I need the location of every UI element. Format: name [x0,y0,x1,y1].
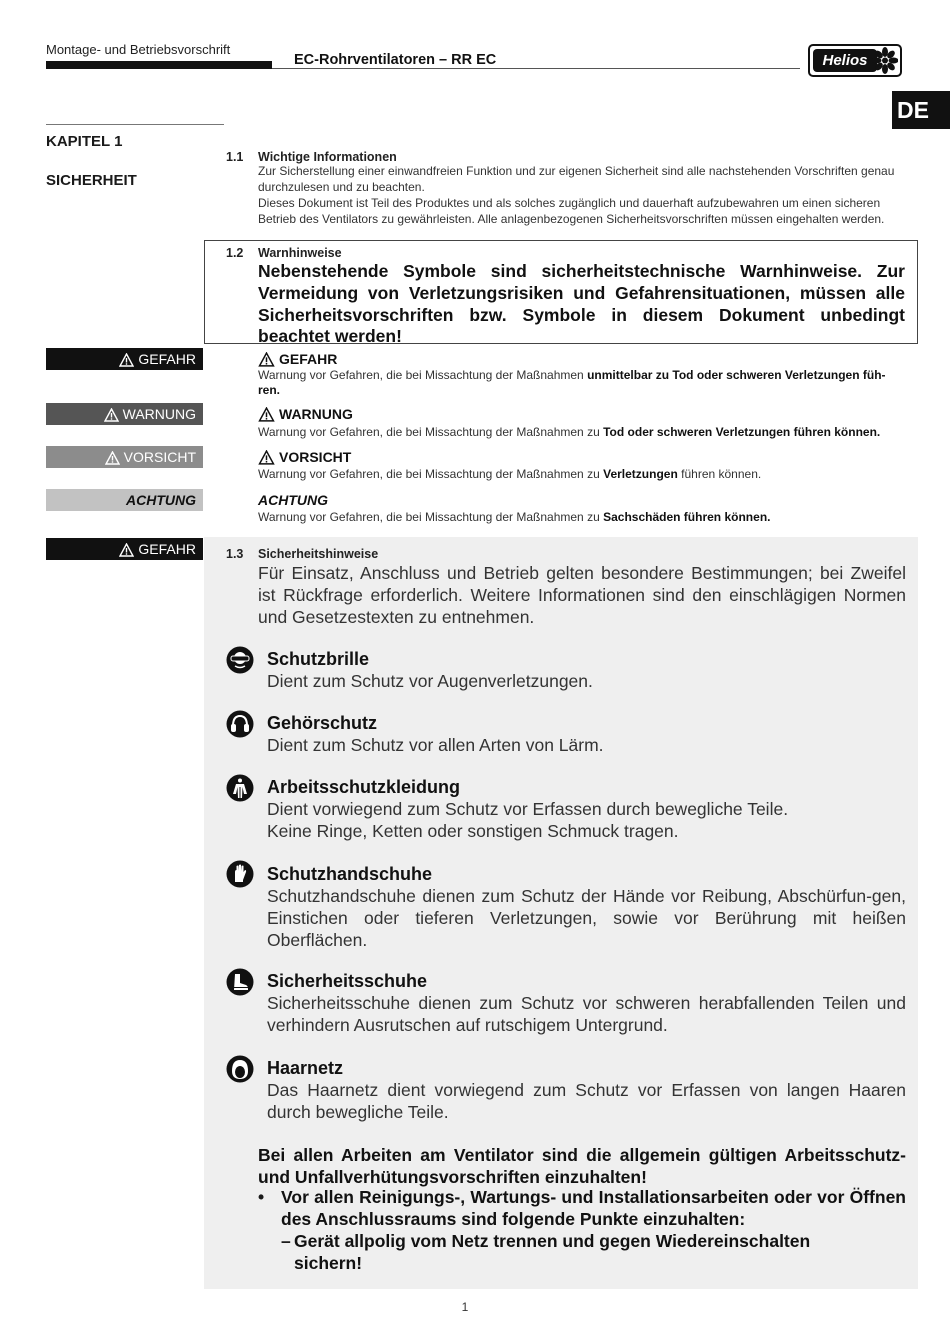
general-safety-note: Bei allen Arbeiten am Ventilator sind die allgemein gültigen Arbeitsschutz- und Unfallverhütungsvorschriften einzuhalten! [258,1145,906,1187]
warning-triangle-icon [258,450,275,465]
warning-text-vorsicht [258,467,898,482]
warning-triangle-icon [119,353,134,367]
bullet-marker: • [258,1187,265,1207]
chapter-title: SICHERHEIT [46,172,137,189]
warning-prefix: Warnung vor Gefahren, die bei Missachtung der Maßnahmen [258,510,584,524]
warning-triangle-icon [119,543,134,557]
document-type: Montage- und Betriebsvorschrift [46,42,231,57]
dash-text: Gerät allpolig vom Netz trennen und gegen Wiedereinschalten sichern! [294,1231,811,1273]
header-rule [272,68,800,69]
section-heading: Warnhinweise [258,246,342,260]
warning-triangle-icon [258,407,275,422]
ppe-text: Dient vorwiegend zum Schutz vor Erfassen durch bewegliche Teile. [267,799,789,819]
warning-pre: zu [587,467,600,481]
chapter-rule [46,124,224,125]
helios-logo [808,44,902,77]
tag-achtung [46,489,203,511]
warning-heading-warnung [258,406,353,422]
header-bar [46,61,272,69]
ear-protection-icon [226,710,254,738]
chapter-label: KAPITEL 1 [46,133,123,150]
tag-vorsicht [46,446,203,468]
warning-triangle-icon [104,408,119,422]
ppe-title: Schutzhandschuhe [267,864,433,884]
warning-heading-gefahr [258,351,337,367]
ppe-title: Sicherheitsschuhe [267,971,428,991]
warning-emphasis: Verletzungen [603,467,678,481]
tag-gefahr-safety [46,538,203,560]
warning-text-gefahr [258,368,898,397]
ppe-title: Schutzbrille [267,649,370,669]
warning-label: WARNUNG [279,406,353,422]
tag-label: VORSICHT [123,449,196,465]
section-text: Zur Sicherstellung einer einwandfreien Funktion und zur eigenen Sicherheit sind alle nachstehenden Vorschriften genau durchzulesen und zu beachten. [258,164,895,194]
dash-marker: – [281,1231,291,1251]
ppe-text: Dient zum Schutz vor Augenverletzungen. [267,671,593,691]
warning-label: VORSICHT [279,449,352,465]
warning-triangle-icon [105,451,120,465]
warning-heading-vorsicht [258,449,351,465]
page-number: 1 [461,1300,469,1314]
warning-triangle-icon [258,352,275,367]
warning-text-achtung [258,510,898,525]
warning-pre: zu [587,425,600,439]
section-number: 1.1 [226,150,244,164]
warning-text-warnung [258,425,898,440]
tag-label: GEFAHR [138,541,196,557]
warning-lead-text: Nebenstehende Symbole sind sicherheitstechnische Warnhinweise. Zur Vermeidung von Verletzungsrisiken und Gefahrensituationen, müssen alle Sicherheitsvorschriften bzw. Symbole in diesem Dokument unbedingt beachtet werden! [258,261,905,347]
warning-emphasis: Tod oder schweren Verletzungen führen können. [603,425,881,439]
warning-prefix: Warnung vor Gefahren, die bei Missachtung der Maßnahmen [258,425,584,439]
warning-post: führen können. [681,467,762,481]
warning-label: GEFAHR [279,351,338,367]
bullet-text: Vor allen Reinigungs-, Wartungs- und Installationsarbeiten oder vor Öffnen des Anschlussraums sind folgende Punkte einzuhalten: [281,1187,906,1229]
safety-glasses-icon [226,646,254,674]
warning-heading-achtung: ACHTUNG [258,492,328,508]
protective-clothing-icon [226,774,254,802]
safety-shoes-icon [226,968,254,996]
tag-warnung [46,403,203,425]
section-heading: Sicherheitshinweise [258,547,379,561]
ppe-text: Sicherheitsschuhe dienen zum Schutz vor schweren herabfallenden Teilen und verhindern Ausrutschen auf rutschigem Untergrund. [267,993,906,1035]
ppe-text: Schutzhandschuhe dienen zum Schutz der Hände vor Reibung, Abschürfun-gen, Einstichen oder tieferen Verletzungen, sowie vor Berührung mit heißen Oberflächen. [267,886,906,950]
tag-label: WARNUNG [122,406,196,422]
section-text: Dieses Dokument ist Teil des Produktes und als solches zugänglich und dauerhaft aufzubewahren um einen sicheren Betrieb des Ventilators zu gewährleisten. Alle anlagenbezogenen Sicherheitsvorschriften müssen eingehalten werden. [258,196,885,226]
warning-pre: zu [587,510,600,524]
ppe-text: Das Haarnetz dient vorwiegend zum Schutz vor Erfassen von langen Haaren durch bewegliche Teile. [267,1080,906,1122]
ppe-text: Dient zum Schutz vor allen Arten von Lärm. [267,735,604,755]
warning-emphasis: unmittelbar zu Tod oder schweren Verletzungen füh-ren. [258,368,886,397]
tag-label: GEFAHR [138,351,196,367]
document-title: EC-Rohrventilatoren – RR EC [294,52,497,68]
section-heading: Wichtige Informationen [258,150,397,164]
warning-prefix: Warnung vor Gefahren, die bei Missachtung der Maßnahmen [258,467,584,481]
tag-gefahr [46,348,203,370]
ppe-text: Keine Ringe, Ketten oder sonstigen Schmuck tragen. [267,821,679,841]
logo-wordmark: Helios [813,49,877,72]
warning-emphasis: Sachschäden führen können. [603,510,771,524]
fan-icon [872,47,898,74]
tag-label: ACHTUNG [126,492,196,508]
hairnet-icon [226,1055,254,1083]
protective-gloves-icon [226,860,254,888]
section-number: 1.3 [226,547,244,561]
ppe-title: Gehörschutz [267,713,378,733]
safety-intro: Für Einsatz, Anschluss und Betrieb gelten besondere Bestimmungen; bei Zweifel ist Rückfrage erforderlich. Weitere Informationen sind den einschlägigen Normen und Gesetzestexten zu entnehmen. [258,563,906,627]
ppe-title: Haarnetz [267,1058,344,1078]
ppe-title: Arbeitsschutzkleidung [267,777,461,797]
language-tab: DE [892,91,950,129]
warning-prefix: Warnung vor Gefahren, die bei Missachtung der Maßnahmen [258,368,584,382]
section-number: 1.2 [226,246,244,260]
